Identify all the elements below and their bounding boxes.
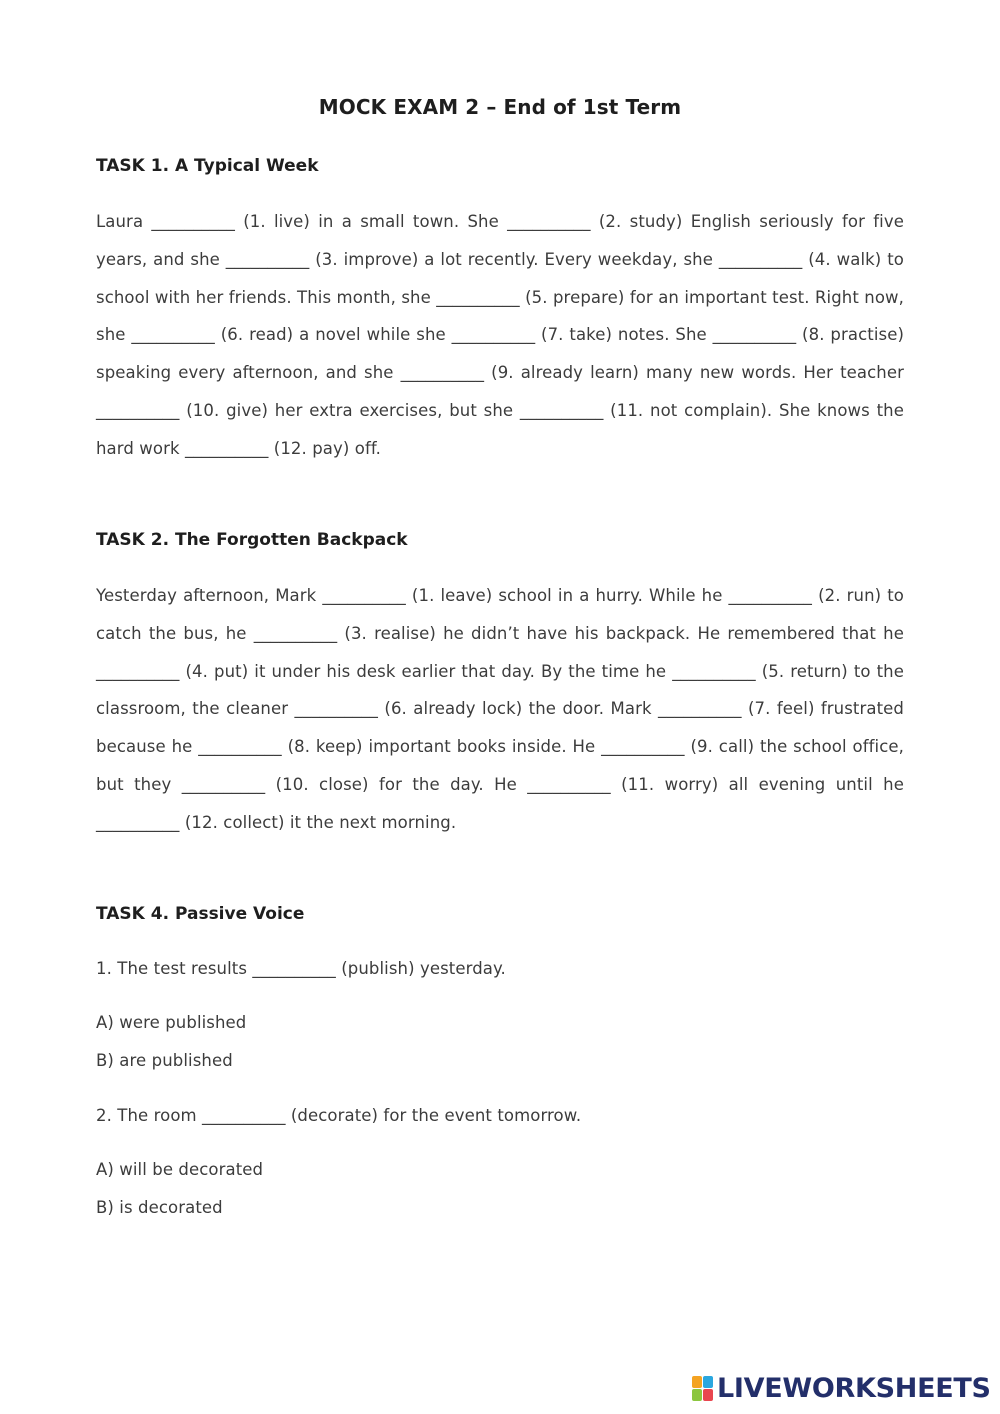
question-2: 2. The room __________ (decorate) for the event tomorrow. [96,1106,582,1125]
liveworksheets-logo-icon [692,1376,714,1402]
task1-paragraph: Laura __________ (1. live) in a small town. She __________ (2. study) English seriously for five years, and she __________ (3. improve) a lot recently. Every weekday, she __________ (4. walk) to school with her friends. This month, she __________ (5. prepare) for an important test. Right now, she __________ (6. read) a novel while she __________ (7. take) notes. She __________ (8. practise) speaking every afternoon, and she __________ (9. already learn) many new words. Her teacher __________ (10. give) her extra exercises, but she __________ (11. not complain). She knows the hard work __________ (12. pay) off. [96,212,904,458]
question-1-option-b: B) are published [96,1051,233,1070]
page-title: MOCK EXAM 2 – End of 1st Term [318,95,682,119]
liveworksheets-logo [692,1373,991,1405]
question-1: 1. The test results __________ (publish) yesterday. [96,959,506,978]
task4-heading: TASK 4. Passive Voice [96,904,305,924]
question-1-option-a: A) were published [96,1013,247,1032]
liveworksheets-brand: LIVEWORKSHEETS [717,1373,991,1404]
task1-heading: TASK 1. A Typical Week [96,156,319,176]
question-2-option-b: B) is decorated [96,1198,223,1217]
task2-paragraph: Yesterday afternoon, Mark __________ (1. leave) school in a hurry. While he __________ (2. run) to catch the bus, he __________ (3. realise) he didn’t have his backpack. He remembered that he __________ (4. put) it under his desk earlier that day. By the time he __________ (5. return) to the classroom, the cleaner __________ (6. already lock) the door. Mark __________ (7. feel) frustrated because he __________ (8. keep) important books inside. He __________ (9. call) the school office, but they __________ (10. close) for the day. He __________ (11. worry) all evening until he __________ (12. collect) it the next morning. [96,586,904,832]
task2-heading: TASK 2. The Forgotten Backpack [96,530,408,550]
question-2-option-a: A) will be decorated [96,1160,264,1179]
